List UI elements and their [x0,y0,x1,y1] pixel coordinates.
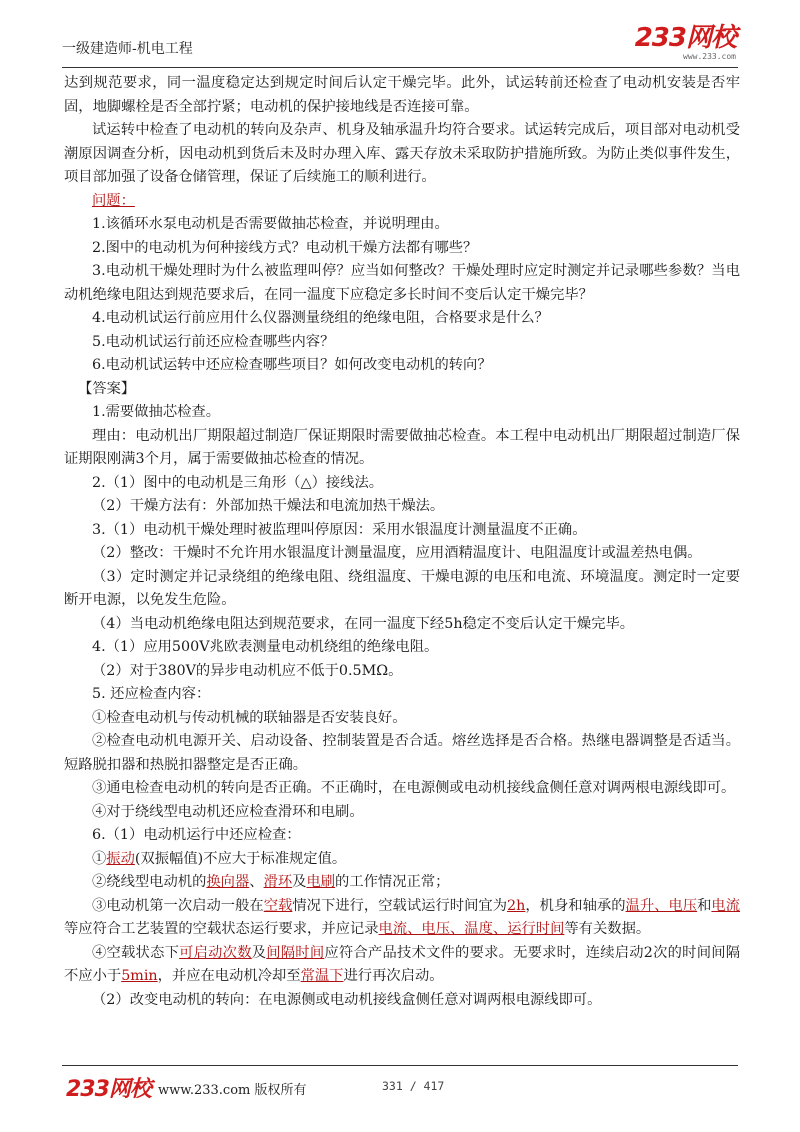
answer-item: 1.需要做抽芯检查。 [92,404,221,420]
header-logo-text: 233网校 [634,23,736,53]
header-logo-url: www.233.com [683,52,736,61]
question-item: 1.该循环水泵电动机是否需要做抽芯检查，并说明理由。 [92,216,449,232]
page-header [62,24,738,64]
answer-heading: 【答案】 [78,380,136,397]
page-number: 331 / 417 [382,1079,445,1093]
highlight-term: 2h [507,897,526,914]
highlight-term: 振动 [106,850,135,867]
footer-divider [62,1065,738,1066]
header-title: 一级建造师-机电工程 [62,41,193,57]
answer-item: （2）整改：干燥时不允许用水银温度计测量温度，应用酒精温度计、电阻温度计或温差热电偶。 [92,545,702,561]
answer-item: （2）干燥方法有：外部加热干燥法和电流加热干燥法。 [92,498,445,514]
highlight-term: 滑环 [263,874,293,890]
question-item: 4.电动机试运行前应用什么仪器测量绕组的绝缘电阻，合格要求是什么？ [92,310,549,326]
highlight-term: 换向器 [206,874,250,890]
highlight-term: 电流、电压、温度、运行时间 [378,921,565,937]
paragraph: 达到规范要求，同一温度稳定达到规定时间后认定干燥完毕。此外，试运转前还检查了电动机安装是否牢固，地脚螺栓是否全部拧紧；电动机的保护接地线是否连接可靠。 [64,75,740,115]
answer-item: 理由：电动机出厂期限超过制造厂保证期限时需要做抽芯检查。本工程中电动机出厂期限超过制造厂保证期限刚满3个月，属于需要做抽芯检查的情况。 [64,427,740,467]
answer-item: （3）定时测定并记录绕组的绝缘电阻、绕组温度、干燥电源的电压和电流、环境温度。测定时一定要断开电源，以免发生危险。 [64,568,740,608]
highlight-term: 5min [121,968,158,984]
question-item: 6.电动机试运转中还应检查哪些项目？如何改变电动机的转向？ [92,357,492,373]
answer-item: 4.（1）应用500V兆欧表测量电动机绕组的绝缘电阻。 [92,639,439,655]
answer-item: （2）对于380V的异步电动机应不低于0.5MΩ。 [92,662,403,679]
answer-item: ②检查电动机电源开关、启动设备、控制装置是否合适。熔丝选择是否合格。热继电器调整是否适当。短路脱扣器和热脱扣器整定是否正确。 [64,733,740,773]
answer-item-6-3: ③电动机第一次启动一般在空载情况下进行，空载试运行时间宜为2h，机身和轴承的温升、电压和电流等应符合工艺装置的空载状态运行要求，并应记录电流、电压、温度、运行时间等有关数据。 [64,897,741,937]
footer-copyright: www.233.com 版权所有 [158,1083,307,1098]
highlight-term: 电流 [711,897,741,914]
answer-item: 2.（1）图中的电动机是三角形（△）接线法。 [92,474,384,491]
highlight-term: 温升、电压 [625,897,698,914]
footer-logo[interactable]: 233网校 [66,1077,151,1102]
page-footer [62,1072,738,1102]
answer-item: 5. 还应检查内容： [92,686,211,702]
highlight-term: 电刷 [306,874,336,890]
answer-item: ③通电检查电动机的转向是否正确。不正确时，在电源侧或电动机接线盒侧任意对调两根电源线即可。 [92,780,736,796]
highlight-term: 可启动次数 [179,944,252,961]
paragraph: 试运转中检查了电动机的转向及杂声、机身及轴承温升均符合要求。试运转完成后，项目部对电动机受潮原因调查分析，因电动机到货后未及时办理入库、露天存放未采取防护措施所致。为防止类似事件发生，项目部加强了设备仓储管理，保证了后续施工的顺利进行。 [64,122,740,185]
header-divider [62,67,738,68]
answer-item-6-5: （2）改变电动机的转向：在电源侧或电动机接线盒侧任意对调两根电源线即可。 [92,991,602,1008]
answer-item: 3.（1）电动机干燥处理时被监理叫停原因：采用水银温度计测量温度不正确。 [92,521,587,538]
question-item: 3.电动机干燥处理时为什么被监理叫停？应当如何整改？干燥处理时应定时测定并记录哪些参数？当电动机绝缘电阻达到规范要求后，在同一温度下应稳定多长时间不变后认定干燥完毕？ [64,263,740,303]
answer-item-6-4: ④空载状态下可启动次数及间隔时间应符合产品技术文件的要求。无要求时，连续启动2次的时间间隔不应小于5min，并应在电动机冷却至常温下进行再次启动。 [64,944,741,984]
answer-item: （4）当电动机绝缘电阻达到规范要求，在同一温度下经5h稳定不变后认定干燥完毕。 [92,615,635,632]
header-logo[interactable] [635,24,736,61]
document-body [64,72,740,1012]
highlight-term: 常温下 [300,968,344,984]
answer-item: 6.（1）电动机运行中还应检查： [92,827,301,843]
answer-item: ①检查电动机与传动机械的联轴器是否安装良好。 [92,709,407,726]
answer-item: ④对于绕线型电动机还应检查滑环和电刷。 [92,803,364,820]
answer-item-6-2: ②绕线型电动机的换向器、滑环及电刷的工作情况正常； [92,874,450,890]
answer-item-6-1: ①振动(双振幅值)不应大于标准规定值。 [92,850,347,867]
questions-heading: 问题： [92,192,135,209]
highlight-term: 空载 [263,897,293,914]
question-item: 5.电动机试运行前还应检查哪些内容？ [92,333,335,350]
highlight-term: 间隔时间 [266,944,325,961]
question-item: 2.图中的电动机为何种接线方式？电动机干燥方法都有哪些？ [92,239,478,256]
